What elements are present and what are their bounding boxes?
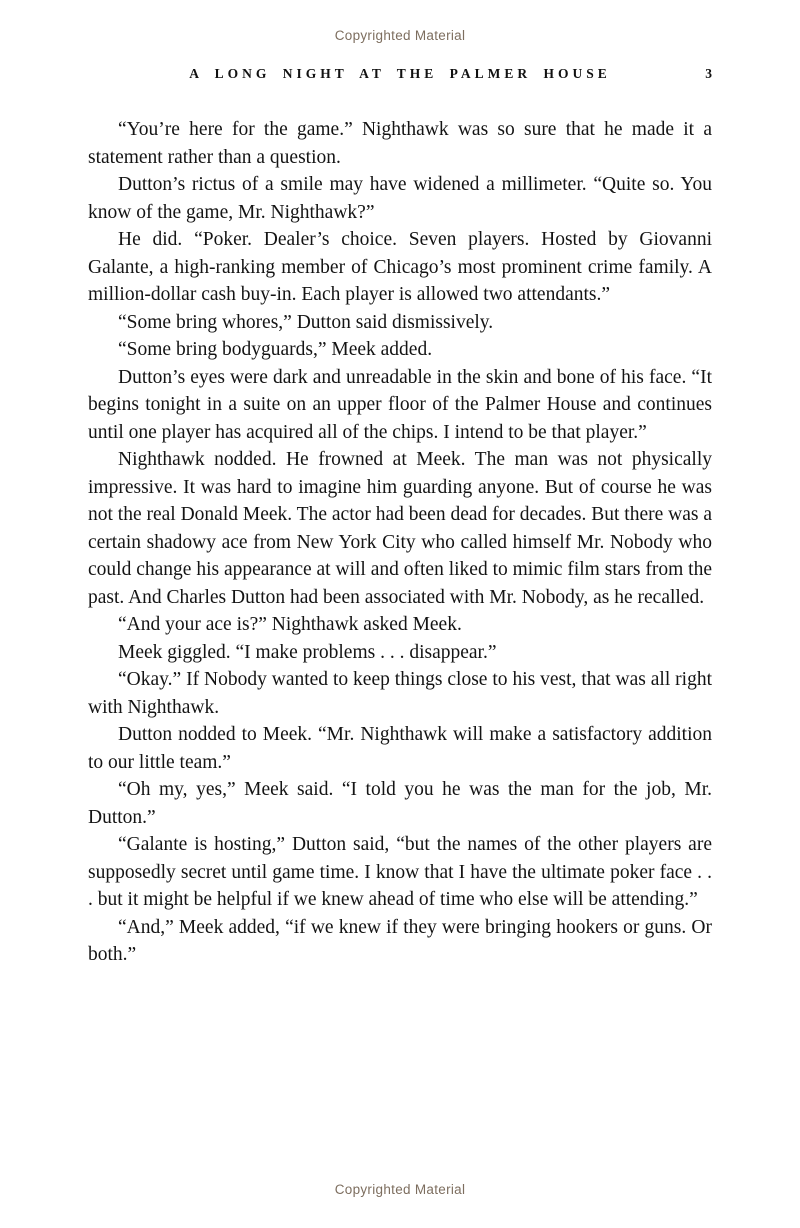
page-number: 3 [705, 66, 712, 81]
copyright-notice-top: Copyrighted Material [334, 28, 466, 43]
running-head [88, 66, 712, 86]
paragraph: Dutton’s rictus of a smile may have widened a millimeter. “Quite so. You know of the game, Mr. Nighthawk?” [88, 174, 712, 223]
paragraph: Nighthawk nodded. He frowned at Meek. The man was not physically impressive. It was hard to imagine him guarding anyone. But of course he was not the real Donald Meek. The actor had been dead for decades. But there was a certain shadowy ace from New York City who called himself Mr. Nobody who could change his appearance at will and often liked to mimic film stars from the past. And Charles Dutton had been associated with Mr. Nobody, as he recalled. [88, 449, 712, 608]
paragraph: “You’re here for the game.” Nighthawk was so sure that he made it a statement rather than a question. [88, 119, 712, 168]
paragraph: “Okay.” If Nobody wanted to keep things close to his vest, that was all right with Nighthawk. [88, 669, 712, 718]
paragraph: Meek giggled. “I make problems . . . disappear.” [118, 641, 497, 663]
copyright-notice-bottom: Copyrighted Material [334, 1182, 466, 1197]
page-body [88, 116, 712, 969]
paragraph: He did. “Poker. Dealer’s choice. Seven players. Hosted by Giovanni Galante, a high-ranking member of Chicago’s most prominent crime family. A million-dollar cash buy-in. Each player is allowed two attendants.” [88, 229, 712, 305]
paragraph: “Galante is hosting,” Dutton said, “but the names of the other players are supposedly secret until game time. I know that I have the ultimate poker face . . . but it might be helpful if we knew ahead of time who else will be attending.” [88, 834, 712, 910]
paragraph: Dutton nodded to Meek. “Mr. Nighthawk will make a satisfactory addition to our little team.” [88, 724, 712, 773]
paragraph: “Some bring whores,” Dutton said dismissively. [118, 311, 494, 333]
paragraph: Dutton’s eyes were dark and unreadable in the skin and bone of his face. “It begins tonight in a suite on an upper floor of the Palmer House and continues until one player has acquired all of the chips. I intend to be that player.” [88, 366, 712, 443]
chapter-title: A LONG NIGHT AT THE PALMER HOUSE [189, 66, 611, 81]
paragraph: “And,” Meek added, “if we knew if they were bringing hookers or guns. Or both.” [88, 916, 712, 965]
paragraph: “Oh my, yes,” Meek said. “I told you he was the man for the job, Mr. Dutton.” [88, 779, 712, 828]
paragraph: “And your ace is?” Nighthawk asked Meek. [118, 614, 462, 635]
paragraph: “Some bring bodyguards,” Meek added. [118, 339, 433, 360]
